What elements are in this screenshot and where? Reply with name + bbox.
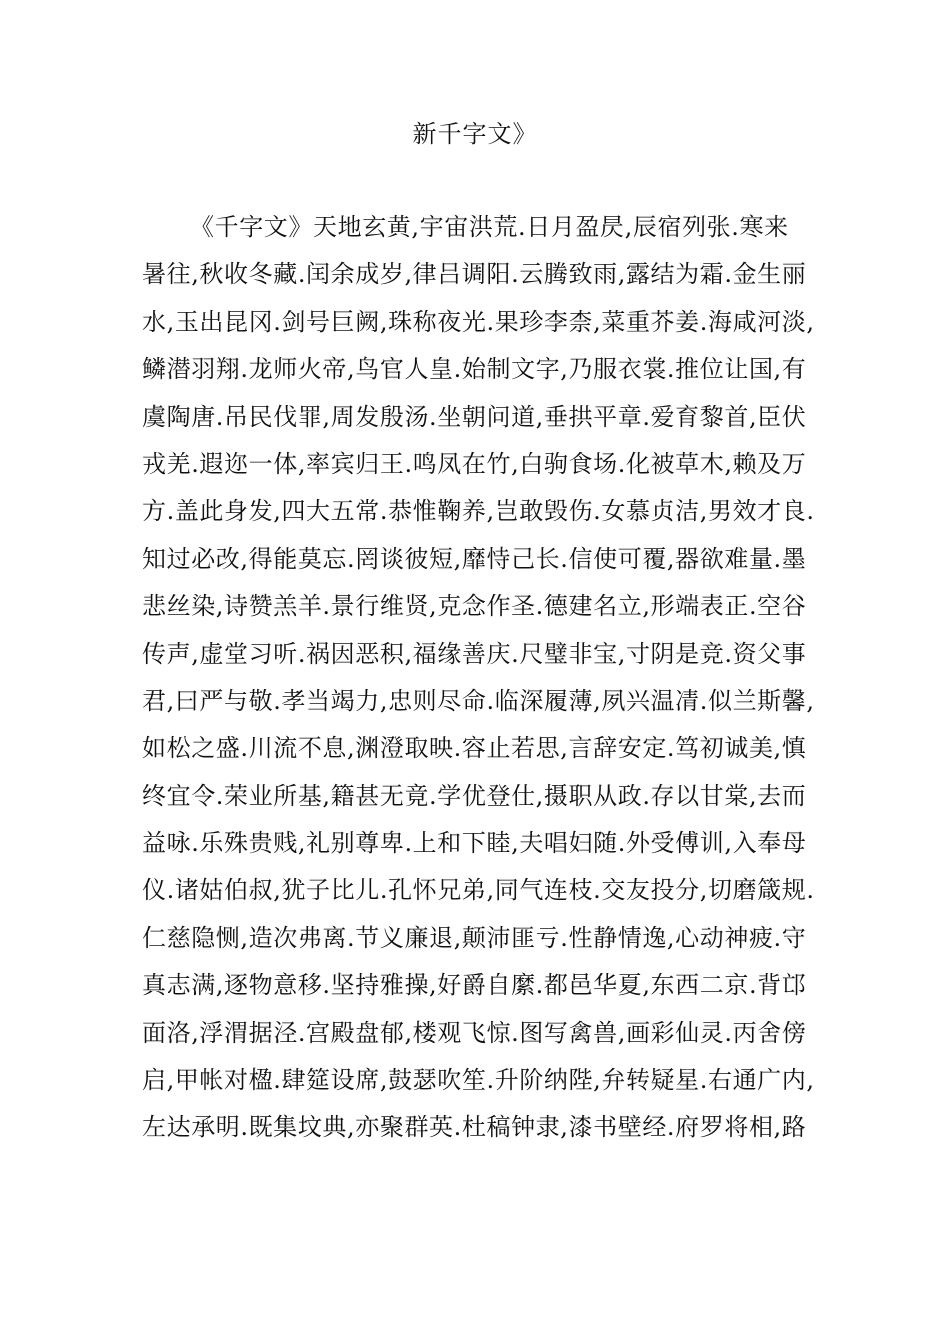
text-line: 益咏.乐殊贵贱,礼别尊卑.上和下睦,夫唱妇随.外受傅训,入奉母 — [142, 829, 807, 858]
text-line: 暑往,秋收冬藏.闰余成岁,律吕调阳.云腾致雨,露结为霜.金生丽 — [142, 260, 807, 289]
text-line: 《千字文》天地玄黄,宇宙洪荒.日月盈昃,辰宿列张.寒来 — [190, 213, 789, 241]
text-line: 水,玉出昆冈.剑号巨阙,珠称夜光.果珍李柰,菜重芥姜.海咸河淡, — [142, 307, 815, 336]
text-line: 如松之盛.川流不息,渊澄取映.容止若思,言辞安定.笃初诚美,慎 — [142, 734, 807, 763]
text-line: 仁慈隐恻,造次弗离.节义廉退,颠沛匪亏.性静情逸,心动神疲.守 — [142, 923, 807, 952]
text-line: 终宜令.荣业所基,籍甚无竟.学优登仕,摄职从政.存以甘棠,去而 — [142, 781, 807, 810]
text-line: 知过必改,得能莫忘.罔谈彼短,靡恃己长.信使可覆,器欲难量.墨 — [142, 544, 807, 573]
text-line: 鳞潜羽翔.龙师火帝,鸟官人皇.始制文字,乃服衣裳.推位让国,有 — [142, 355, 807, 384]
text-line: 真志满,逐物意移.坚持雅操,好爵自縻.都邑华夏,东西二京.背邙 — [142, 971, 807, 1000]
text-line: 虞陶唐.吊民伐罪,周发殷汤.坐朝问道,垂拱平章.爱育黎首,臣伏 — [142, 402, 807, 431]
text-line: 悲丝染,诗赞羔羊.景行维贤,克念作圣.德建名立,形端表正.空谷 — [142, 592, 807, 621]
text-line: 面洛,浮渭据泾.宫殿盘郁,楼观飞惊.图写禽兽,画彩仙灵.丙舍傍 — [142, 1018, 807, 1047]
text-line: 戎羌.遐迩一体,率宾归王.鸣凤在竹,白驹食场.化被草木,赖及万 — [142, 449, 807, 478]
document-title: 新千字文》 — [412, 120, 538, 148]
document-body — [142, 204, 832, 1152]
text-line: 君,曰严与敬.孝当竭力,忠则尽命.临深履薄,夙兴温凊.似兰斯馨, — [142, 686, 815, 715]
text-line: 仪.诸姑伯叔,犹子比儿.孔怀兄弟,同气连枝.交友投分,切磨箴规. — [142, 876, 815, 905]
text-line: 传声,虚堂习听.祸因恶积,福缘善庆.尺璧非宝,寸阴是竞.资父事 — [142, 639, 807, 668]
text-line: 左达承明.既集坟典,亦聚群英.杜稿钟隶,漆书壁经.府罗将相,路 — [142, 1113, 807, 1142]
text-line: 方.盖此身发,四大五常.恭惟鞠养,岂敢毁伤.女慕贞洁,男效才良. — [142, 497, 815, 526]
text-line: 启,甲帐对楹.肆筵设席,鼓瑟吹笙.升阶纳陛,弁转疑星.右通广内, — [142, 1066, 815, 1095]
